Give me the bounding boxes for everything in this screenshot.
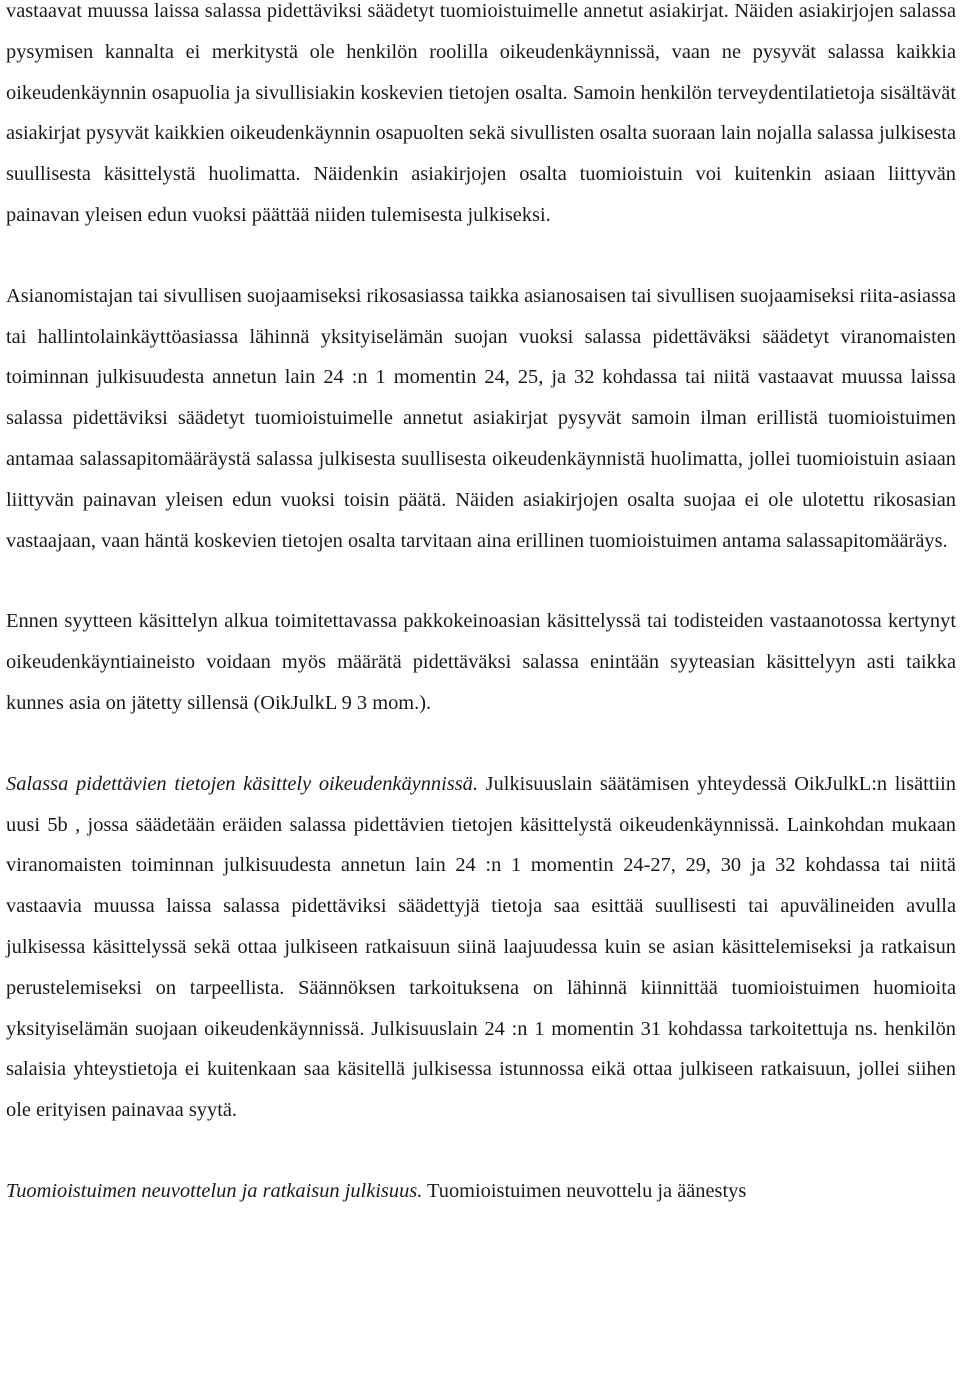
paragraph-spacer	[6, 724, 956, 764]
paragraph-spacer	[6, 236, 956, 276]
section-heading: Salassa pidettävien tietojen käsittely oikeudenkäynnissä.	[6, 772, 478, 795]
paragraph-1	[6, 0, 956, 236]
section-heading: Tuomioistuimen neuvottelun ja ratkaisun julkisuus.	[6, 1179, 423, 1202]
document-page	[6, 0, 956, 1212]
paragraph-spacer	[6, 561, 956, 601]
paragraph-text: vastaavat muussa laissa salassa pidettäviksi säädetyt tuomioistuimelle annetut asiakirjat. Näiden asiakirjojen salassa pysymisen kannalta ei merkitystä ole henkilön roolilla oikeudenkäynnissä, vaan ne pysyvät salassa kaikkia oikeudenkäynnin osapuolia ja sivullisiakin koskevien tietojen osalta. Samoin henkilön terveydentilatietoja sisältävät asiakirjat pysyvät kaikkien oikeudenkäynnin osapuolten sekä sivullisten osalta suoraan lain nojalla salassa julkisesta suullisesta käsittelystä huolimatta. Näidenkin asiakirjojen osalta tuomioistuin voi kuitenkin asiaan liittyvän painavan yleisen edun vuoksi päättää niiden tulemisesta julkiseksi.	[6, 0, 956, 226]
paragraph-4	[6, 764, 956, 1131]
paragraph-text: Tuomioistuimen neuvottelu ja äänestys	[422, 1179, 747, 1202]
paragraph-text: Asianomistajan tai sivullisen suojaamiseksi rikosasiassa taikka asianosaisen tai sivullisen suojaamiseksi riita-asiassa tai hallintolainkäyttöasiassa lähinnä yksityiselämän suojan vuoksi salassa pidettäväksi säädetyt viranomaisten toiminnan julkisuudesta annetun lain 24 :n 1 momentin 24, 25, ja 32 kohdassa tai niitä vastaavat muussa laissa salassa pidettäviksi säädetyt tuomioistuimelle annetut asiakirjat pysyvät samoin ilman erillistä tuomioistuimen antamaa salassapitomääräystä salassa julkisesta suullisesta oikeudenkäynnistä huolimatta, jollei tuomioistuin asiaan liittyvän painavan yleisen edun vuoksi toisin päätä. Näiden asiakirjojen osalta suojaa ei ole ulotettu rikosasian vastaajaan, vaan häntä koskevien tietojen osalta tarvitaan aina erillinen tuomioistuimen antama salassapitomääräys.	[6, 284, 956, 552]
paragraph-3	[6, 601, 956, 723]
paragraph-5	[6, 1171, 956, 1212]
paragraph-spacer	[6, 1131, 956, 1171]
paragraph-2	[6, 276, 956, 562]
paragraph-text: Julkisuuslain säätämisen yhteydessä OikJulkL:n lisättiin uusi 5b , jossa säädetään eräiden salassa pidettävien tietojen käsittelystä oikeudenkäynnissä. Lainkohdan mukaan viranomaisten toiminnan julkisuudesta annetun lain 24 :n 1 momentin 24-27, 29, 30 ja 32 kohdassa tai niitä vastaavia muussa laissa salassa pidettäviksi säädettyjä tietoja saa esittää suullisesti tai apuvälineiden avulla julkisessa käsittelyssä sekä ottaa julkiseen ratkaisuun siinä laajuudessa kuin se asian käsittelemiseksi ja ratkaisun perustelemiseksi on tarpeellista. Säännöksen tarkoituksena on lähinnä kiinnittää tuomioistuimen huomioita yksityiselämän suojaan oikeudenkäynnissä. Julkisuuslain 24 :n 1 momentin 31 kohdassa tarkoitettuja ns. henkilön salaisia yhteystietoja ei kuitenkaan saa käsitellä julkisessa istunnossa eikä ottaa julkiseen ratkaisuun, jollei siihen ole erityisen painavaa syytä.	[6, 772, 956, 1122]
paragraph-text: Ennen syytteen käsittelyn alkua toimitettavassa pakkokeinoasian käsittelyssä tai todisteiden vastaanotossa kertynyt oikeudenkäyntiaineisto voidaan myös määrätä pidettäväksi salassa enintään syyteasian käsittelyyn asti taikka kunnes asia on jätetty sillensä (OikJulkL 9 3 mom.).	[6, 610, 956, 714]
